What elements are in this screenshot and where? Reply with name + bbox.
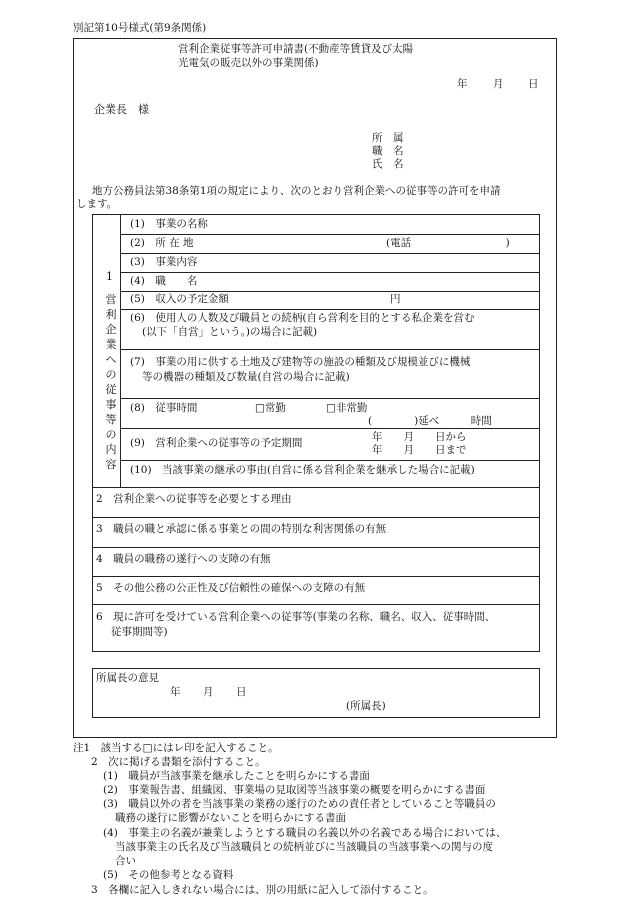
note-2-3b: 職務の遂行に影響がないことを明らかにする書面 <box>115 812 346 824</box>
section-6-line1: 6 現に許可を受けている営利企業への従事等(事業の名称、職名、収入、従事時間、 <box>96 611 496 623</box>
note-2-4c: 合い <box>115 855 136 867</box>
item-business-name: (1) 事業の名称 <box>130 218 208 230</box>
applicant-affiliation: 所 属 <box>372 132 404 144</box>
section-1-label-char: の <box>105 428 117 441</box>
item-planned-period: (9) 営利企業への従事等の予定期間 <box>130 437 303 449</box>
item-employees-line1: (6) 使用人の人数及び職員との続柄(自ら営利を目的とする私企業を営む <box>130 312 475 324</box>
date-day: 日 <box>528 78 539 90</box>
period-from: 年 月 日から <box>372 431 467 443</box>
applicant-position: 職 名 <box>372 145 404 157</box>
note-2-5: (5) その他参考となる資料 <box>103 869 234 881</box>
item-job-title: (4) 職 名 <box>130 275 198 287</box>
section-1-label-char: 企 <box>105 323 117 336</box>
section-1-label-char: 内 <box>105 443 117 456</box>
intro-text-line2: します。 <box>76 198 118 210</box>
note-2: 2 次に掲げる書類を添付すること。 <box>91 756 266 768</box>
section-1-label-char: 営 <box>105 293 117 306</box>
supervisor-opinion-box <box>92 668 540 718</box>
note-2-4b: 当該事業主の氏名及び当該職員との続柄並びに当該職員の当該事業への関与の度 <box>115 841 493 853</box>
applicant-name: 氏 名 <box>372 158 404 170</box>
section-1-label-char: へ <box>105 353 117 366</box>
section-2-reason: 2 営利企業への従事等を必要とする理由 <box>96 493 292 505</box>
section-4-hindrance: 4 職員の職務の遂行への支障の有無 <box>96 553 271 565</box>
date-year: 年 <box>457 78 468 90</box>
item-address: (2) 所 在 地 <box>130 237 194 249</box>
fulltime-checkbox[interactable]: □常勤 <box>255 402 286 414</box>
note-2-4a: (4) 事業主の名義が兼業しようとする職員の名義以外の名義である場合においては、 <box>103 827 507 839</box>
item-facilities-line1: (7) 事業の用に供する土地及び建物等の施設の種類及び規模並びに機械 <box>130 356 471 368</box>
item-employees-line2: (以下「自営」という。)の場合に記載) <box>142 326 318 338</box>
section-1-label-char: 従 <box>105 383 117 396</box>
section-1-label-char: 業 <box>105 338 117 351</box>
note-2-1: (1) 職員が当該事業を継承したことを明らかにする書面 <box>103 770 370 782</box>
section-3-conflict: 3 職員の職と承認に係る事業との間の特別な利害関係の有無 <box>96 523 387 535</box>
item-business-content: (3) 事業内容 <box>130 256 198 268</box>
addressee: 企業長 様 <box>94 103 149 116</box>
item-hours-total: ( )延べ 時間 <box>368 415 492 427</box>
item-succession-reason: (10) 当該事業の継承の事由(自営に係る営利企業を継承した場合に記載) <box>130 464 475 476</box>
section-1-vertical-label <box>104 292 118 472</box>
opinion-signature: (所属長) <box>346 700 386 712</box>
section-1-label-char: 事 <box>105 398 117 411</box>
section-1-label-char: 利 <box>105 308 117 321</box>
item-income-yen: 円 <box>390 293 401 305</box>
opinion-date: 年 月 日 <box>170 686 247 698</box>
section-1-label-char: 容 <box>105 458 117 471</box>
item-phone: (電話 ) <box>386 237 510 249</box>
item-expected-income: (5) 収入の予定金額 <box>130 293 229 305</box>
item-facilities-line2: 等の機器の種類及び数量(自営の場合に記載) <box>142 371 350 383</box>
section-1-number: 1 <box>106 270 113 283</box>
section-1-label-char: 等 <box>105 413 117 426</box>
note-2-3a: (3) 職員以外の者を当該事業の業務の遂行のための責任者としていること等職員の <box>103 798 496 810</box>
item-working-hours: (8) 従事時間 <box>130 402 198 414</box>
note-2-2: (2) 事業報告書、組織図、事業場の見取図等当該事業の概要を明らかにする書面 <box>103 784 486 796</box>
form-title-line2: 光電気の販売以外の事業関係) <box>178 57 319 69</box>
date-month: 月 <box>493 78 504 90</box>
opinion-title: 所属長の意見 <box>96 672 159 684</box>
parttime-checkbox[interactable]: □非常勤 <box>326 402 368 414</box>
note-3: 3 各欄に記入しきれない場合には、別の用紙に記入して添付すること。 <box>91 884 434 896</box>
section-1-label-char: の <box>105 368 117 381</box>
section-6-line2: 従事期間等) <box>111 626 168 638</box>
section-5-fairness: 5 その他公務の公正性及び信頼性の確保への支障の有無 <box>96 582 366 594</box>
intro-text-line1: 地方公務員法第38条第1項の規定により、次のとおり営利企業への従事等の許可を申請 <box>92 185 501 197</box>
form-id: 別記第10号様式(第9条関係) <box>73 22 207 34</box>
period-to: 年 月 日まで <box>372 444 467 456</box>
note-1: 注1 該当する□にはレ印を記入すること。 <box>73 742 279 754</box>
form-title-line1: 営利企業従事等許可申請書(不動産等賃貸及び太陽 <box>178 43 414 55</box>
